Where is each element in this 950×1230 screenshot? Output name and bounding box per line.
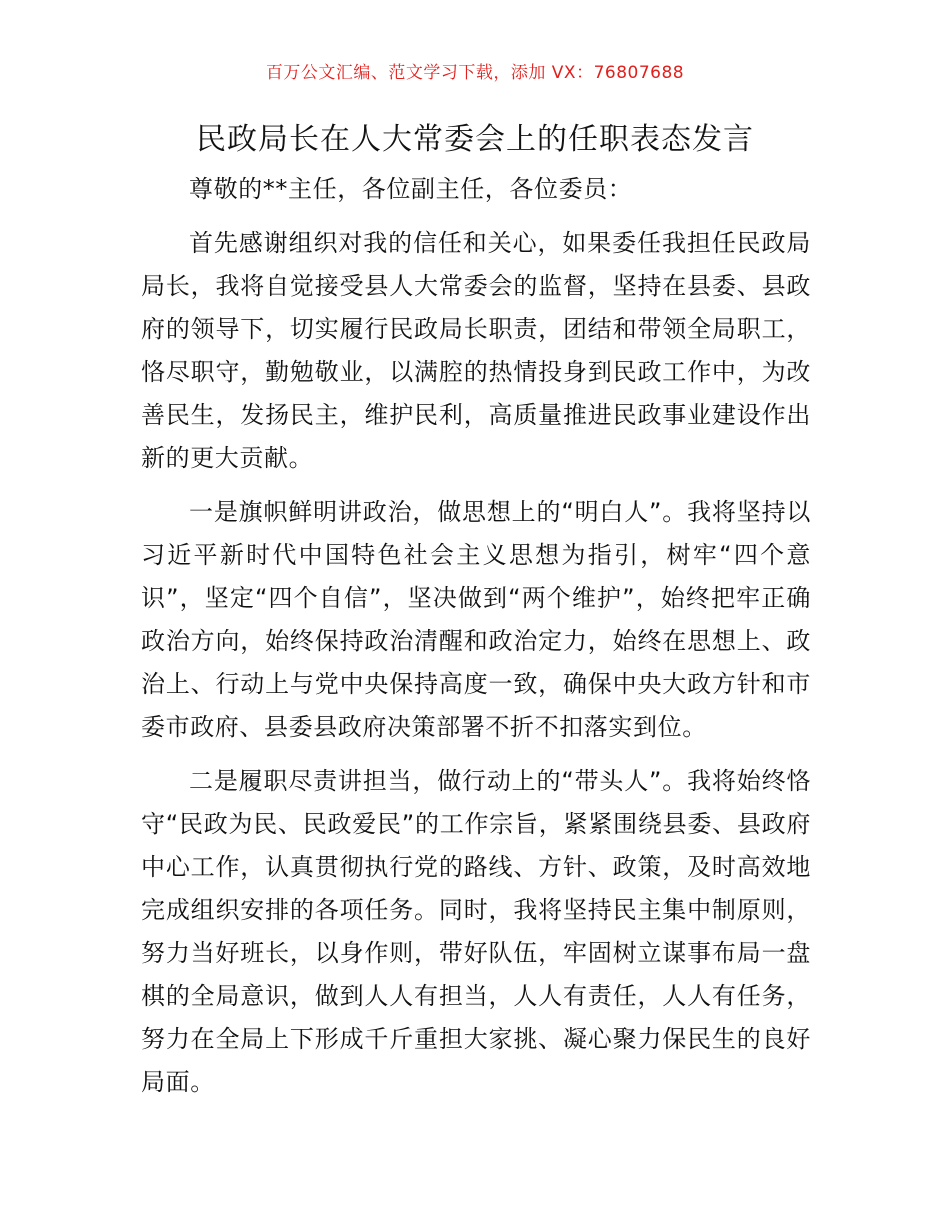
document-body	[141, 168, 811, 1104]
greeting-line: 尊敬的**主任，各位副主任，各位委员：	[189, 175, 633, 203]
paragraph-responsibility: 二是履职尽责讲担当，做行动上的“带头人”。我将始终恪守“民政为民、民政爱民”的工作宗旨，紧紧围绕县委、县政府中心工作，认真贯彻执行党的路线、方针、政策，及时高效地完成组织安排的各项任务。同时，我将坚持民主集中制原则，努力当好班长，以身作则，带好队伍，牢固树立谋事布局一盘棋的全局意识，做到人人有担当，人人有责任，人人有任务，努力在全局上下形成千斤重担大家挑、凝心聚力保民生的良好局面。	[141, 767, 811, 1096]
document-title: 民政局长在人大常委会上的任职表态发言	[196, 122, 754, 157]
header-promo-note: 百万公文汇编、范文学习下载，添加 VX：76807688	[265, 63, 685, 83]
paragraph-politics: 一是旗帜鲜明讲政治，做思想上的“明白人”。我将坚持以习近平新时代中国特色社会主义思想为指引，树牢“四个意识”，坚定“四个自信”，坚决做到“两个维护”，始终把牢正确政治方向，始终保持政治清醒和政治定力，始终在思想上、政治上、行动上与党中央保持高度一致，确保中央大政方针和市委市政府、县委县政府决策部署不折不扣落实到位。	[141, 498, 811, 741]
paragraph-intro: 首先感谢组织对我的信任和关心，如果委任我担任民政局局长，我将自觉接受县人大常委会的监督，坚持在县委、县政府的领导下，切实履行民政局长职责，团结和带领全局职工，恪尽职守，勤勉敬业，以满腔的热情投身到民政工作中，为改善民生，发扬民主，维护民利，高质量推进民政事业建设作出新的更大贡献。	[141, 229, 811, 472]
